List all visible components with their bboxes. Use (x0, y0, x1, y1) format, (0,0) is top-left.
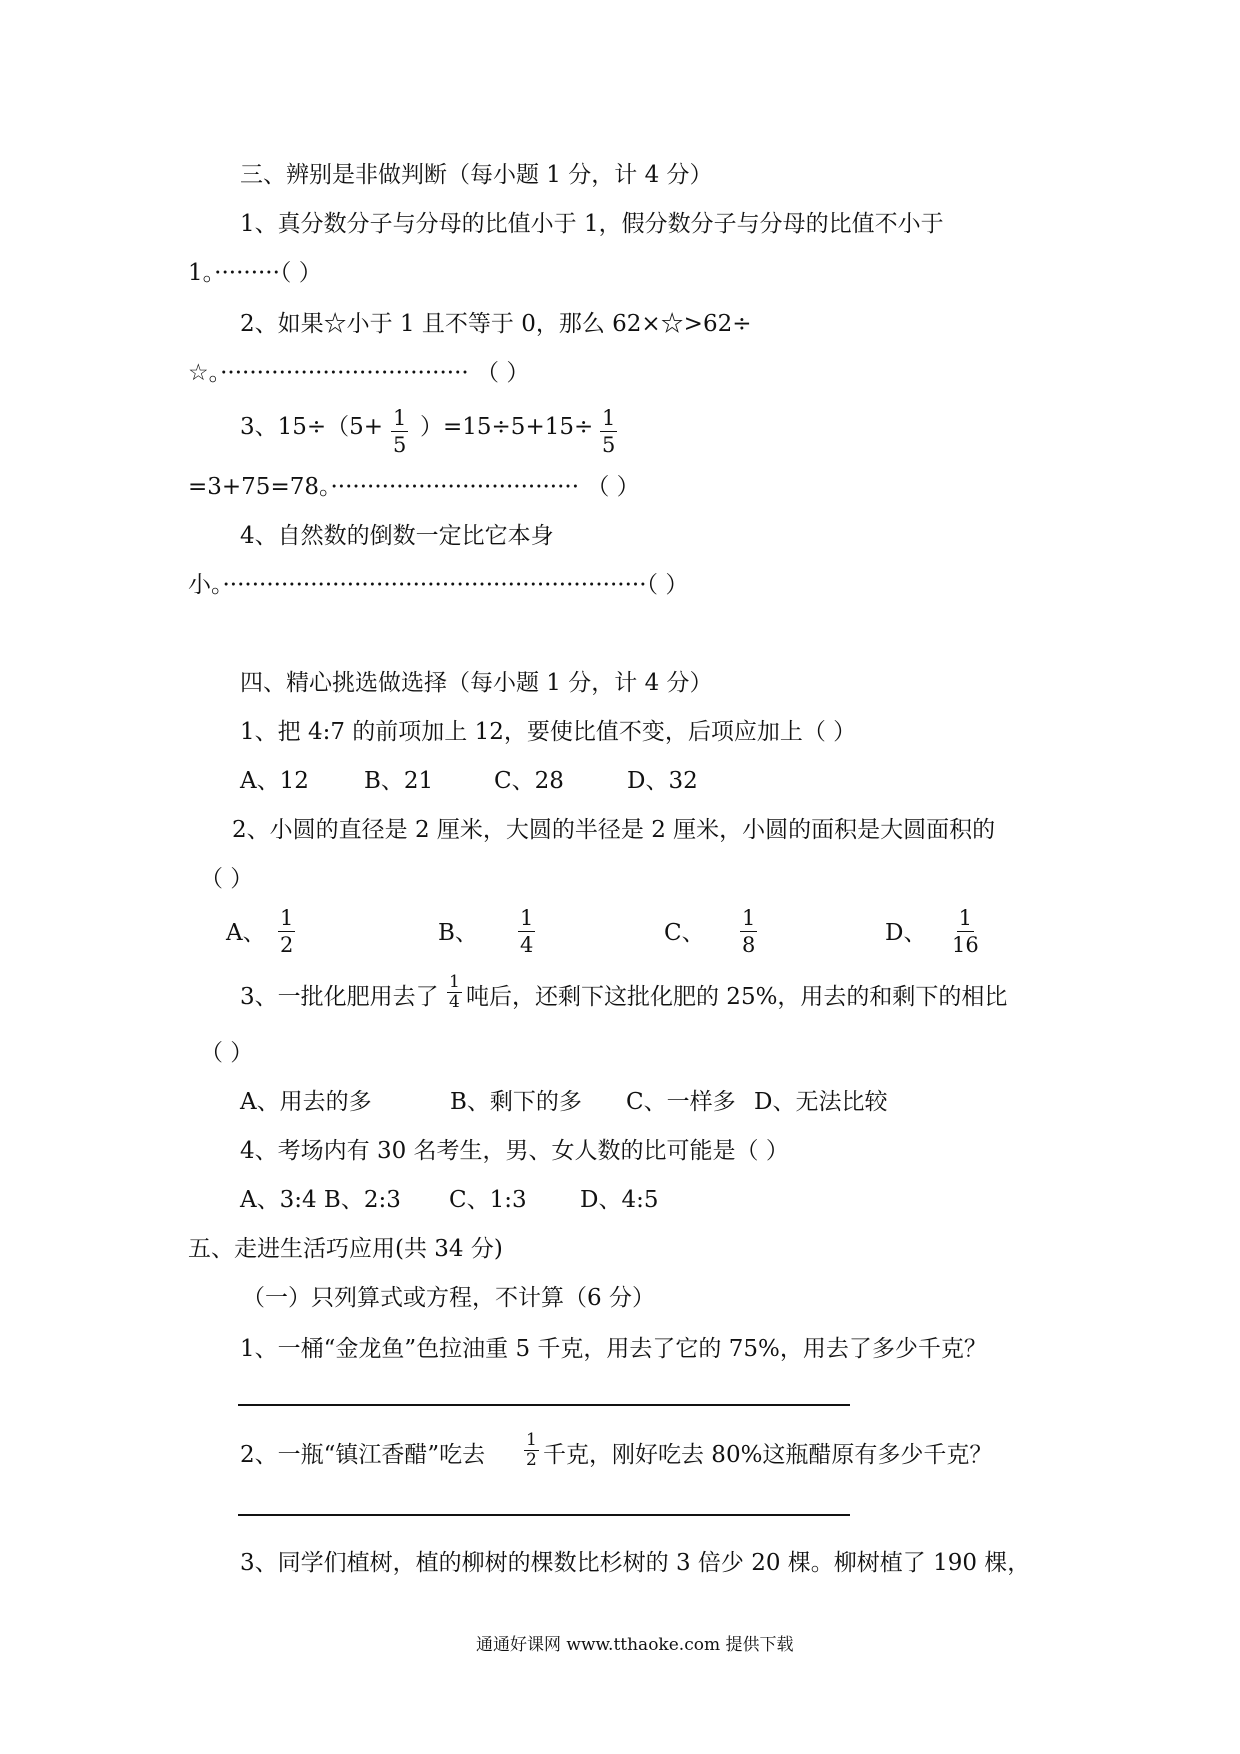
section-3-title: 三、辨别是非做判断（每小题 1 分，计 4 分） (240, 162, 713, 188)
fraction-numerator: 1 (602, 406, 616, 430)
s4-q2-line1: 2、小圆的直径是 2 厘米，大圆的半径是 2 厘米，小圆的面积是大圆面积的 (232, 817, 996, 843)
fraction-denominator: 5 (393, 433, 407, 457)
s3-q3-fraction-1 (391, 408, 408, 456)
s4-q3-part1: 3、一批化肥用去了 (240, 984, 439, 1010)
s3-q2-line1: 2、如果☆小于 1 且不等于 0，那么 62×☆>62÷ (240, 311, 752, 337)
fraction-denominator: 16 (952, 933, 979, 957)
s4-q2-option-a-label: A、 (226, 920, 266, 946)
s3-q3-fraction-2 (600, 408, 617, 456)
s5-q2-part2: 千克，刚好吃去 80%这瓶醋原有多少千克？ (543, 1442, 993, 1468)
s4-q1-option-b: B、21 (364, 768, 434, 794)
s4-q1: 1、把 4:7 的前项加上 12，要使比值不变，后项应加上（ ） (240, 719, 857, 745)
s4-q4-option-c: C、1:3 (449, 1187, 527, 1213)
s4-q2-option-b-label: B、 (438, 920, 478, 946)
s3-q3-part2: ）=15÷5+15÷ (420, 414, 594, 440)
s5-q2-fraction (524, 1432, 539, 1469)
s5-q1: 1、一桶“金龙鱼”色拉油重 5 千克，用去了它的 75%，用去了多少千克？ (240, 1336, 987, 1362)
fraction-numerator: 1 (742, 906, 756, 930)
fraction-denominator: 2 (280, 933, 294, 957)
s4-q4-option-d: D、4:5 (580, 1187, 659, 1213)
fraction-denominator: 4 (520, 933, 534, 957)
s4-q3-option-d: D、无法比较 (754, 1089, 888, 1115)
s4-q2-option-c-label: C、 (664, 920, 705, 946)
s3-q1-line2: 1。·········（ ） (188, 260, 322, 286)
fraction-denominator: 8 (742, 933, 756, 957)
s5-q1-answer-line (238, 1404, 850, 1406)
s3-q4-line1: 4、自然数的倒数一定比它本身 (240, 523, 554, 549)
s4-q3-fraction (447, 974, 462, 1011)
fraction-denominator: 5 (602, 433, 616, 457)
s4-q3-line2: （ ） (200, 1040, 254, 1066)
s4-q3-option-b: B、剩下的多 (450, 1089, 582, 1115)
s4-q2-option-c-fraction (740, 908, 757, 956)
s4-q3-option-a: A、用去的多 (240, 1089, 372, 1115)
page-footer: 通通好课网 www.tthaoke.com 提供下载 (476, 1635, 794, 1655)
s5-q2-answer-line (238, 1514, 850, 1516)
s4-q2-option-d-label: D、 (885, 920, 927, 946)
s3-q3-line2: =3+75=78。·································· （ ） (188, 474, 640, 500)
s4-q3-part2: 吨后，还剩下这批化肥的 25%，用去的和剩下的相比 (466, 984, 1008, 1010)
fraction-denominator: 4 (449, 992, 460, 1012)
s5-q3: 3、同学们植树，植的柳树的棵数比杉树的 3 倍少 20 棵。柳树植了 190 棵， (240, 1550, 1031, 1576)
section-4-title: 四、精心挑选做选择（每小题 1 分，计 4 分） (240, 670, 713, 696)
s4-q1-option-c: C、28 (494, 768, 564, 794)
section-5-subtitle: （一）只列算式或方程，不计算（6 分） (242, 1285, 655, 1311)
section-5-title: 五、走进生活巧应用(共 34 分) (188, 1236, 503, 1262)
s4-q3-option-c: C、一样多 (626, 1089, 736, 1115)
s4-q4-option-ab: A、3:4 B、2:3 (240, 1187, 401, 1213)
s3-q2-line2: ☆。·································· （ ） (188, 360, 530, 386)
fraction-numerator: 1 (280, 906, 294, 930)
fraction-numerator: 1 (449, 972, 460, 992)
s5-q2-part1: 2、一瓶“镇江香醋”吃去 (240, 1442, 486, 1468)
s4-q2-option-d-fraction (952, 908, 979, 956)
fraction-denominator: 2 (526, 1450, 537, 1470)
s3-q3-part1: 3、15÷（5+ (240, 414, 384, 440)
s4-q2-line2: （ ） (200, 866, 254, 892)
fraction-numerator: 1 (958, 906, 973, 930)
s4-q1-option-a: A、12 (240, 768, 309, 794)
s4-q2-option-a-fraction (278, 908, 295, 956)
s4-q2-option-b-fraction (518, 908, 535, 956)
s4-q1-option-d: D、32 (627, 768, 698, 794)
s3-q1-line1: 1、真分数分子与分母的比值小于 1，假分数分子与分母的比值不小于 (240, 211, 944, 237)
s3-q4-line2: 小。··························································（ ） (188, 572, 689, 598)
fraction-numerator: 1 (393, 406, 407, 430)
s4-q4: 4、考场内有 30 名考生，男、女人数的比可能是（ ） (240, 1138, 789, 1164)
fraction-numerator: 1 (520, 906, 534, 930)
fraction-numerator: 1 (526, 1430, 537, 1450)
